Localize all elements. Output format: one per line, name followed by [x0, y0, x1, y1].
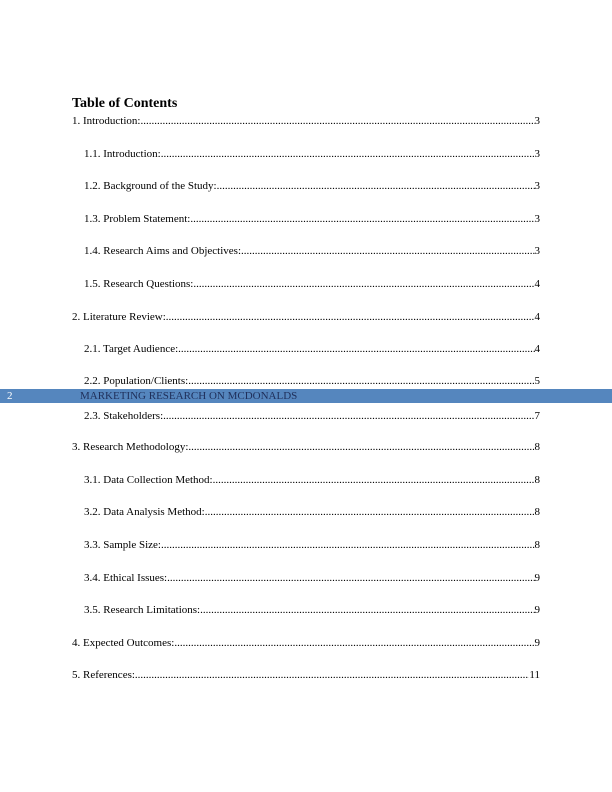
toc-entry-data-collection[interactable]	[84, 473, 540, 487]
toc-entry-label: 5. References:	[72, 669, 135, 681]
toc-entry-page: 3	[534, 115, 540, 127]
toc-entry-label: 1.1. Introduction:	[84, 148, 161, 160]
toc-entry-page: 3	[534, 148, 540, 160]
toc-entry-page: 3	[534, 213, 540, 225]
toc-dot-leader	[166, 310, 535, 324]
toc-entry-target-audience[interactable]	[84, 342, 540, 356]
toc-entry-references[interactable]	[72, 668, 540, 682]
toc-entry-label: 2.3. Stakeholders:	[84, 410, 164, 422]
toc-entry-data-analysis[interactable]	[84, 505, 540, 519]
toc-title: Table of Contents	[72, 96, 178, 111]
toc-dot-leader	[178, 342, 534, 356]
toc-dot-leader	[200, 603, 534, 617]
toc-entry-sample-size[interactable]	[84, 538, 540, 552]
toc-entry-label: 3.5. Research Limitations:	[84, 604, 201, 616]
toc-entry-label: 1.3. Problem Statement:	[84, 213, 191, 225]
toc-entry-label: 3.4. Ethical Issues:	[84, 572, 168, 584]
toc-dot-leader	[205, 505, 535, 519]
toc-entry-introduction[interactable]	[72, 114, 540, 128]
running-header-title: MARKETING RESEARCH ON MCDONALDS	[80, 390, 298, 402]
toc-entry-research-limitations[interactable]	[84, 603, 540, 617]
toc-entry-label: 2. Literature Review:	[72, 311, 166, 323]
toc-entry-expected-outcomes[interactable]	[72, 636, 540, 650]
toc-entry-label: 2.2. Population/Clients:	[84, 375, 189, 387]
toc-entry-page: 8	[534, 441, 540, 453]
toc-entry-page: 5	[534, 375, 540, 387]
toc-entry-research-questions[interactable]	[84, 277, 540, 291]
toc-entry-page: 9	[534, 572, 540, 584]
toc-entry-label: 1.2. Background of the Study:	[84, 180, 217, 192]
toc-entry-label: 1. Introduction:	[72, 115, 141, 127]
toc-entry-page: 9	[534, 637, 540, 649]
toc-entry-page: 8	[534, 539, 540, 551]
toc-dot-leader	[193, 277, 534, 291]
toc-entry-page: 3	[534, 180, 540, 192]
page-header-band	[0, 389, 612, 403]
toc-entry-page: 3	[534, 245, 540, 257]
toc-entry-label: 4. Expected Outcomes:	[72, 637, 175, 649]
toc-entry-label: 1.5. Research Questions:	[84, 278, 194, 290]
toc-entry-research-methodology[interactable]	[72, 440, 540, 454]
toc-dot-leader	[135, 668, 529, 682]
toc-dot-leader	[163, 409, 534, 423]
toc-dot-leader	[190, 212, 534, 226]
toc-entry-stakeholders[interactable]	[84, 409, 540, 423]
toc-entry-page: 8	[534, 506, 540, 518]
toc-dot-leader	[217, 179, 535, 193]
toc-entry-label: 3.2. Data Analysis Method:	[84, 506, 205, 518]
toc-entry-page: 9	[534, 604, 540, 616]
toc-dot-leader	[174, 636, 534, 650]
toc-entry-page: 7	[534, 410, 540, 422]
toc-dot-leader	[188, 374, 534, 388]
toc-entry-page: 4	[534, 343, 540, 355]
toc-dot-leader	[213, 473, 535, 487]
toc-dot-leader	[188, 440, 534, 454]
page-number: 2	[7, 390, 13, 402]
toc-entry-background[interactable]	[84, 179, 540, 193]
toc-dot-leader	[161, 147, 535, 161]
toc-entry-page: 4	[534, 278, 540, 290]
toc-entry-label: 3.1. Data Collection Method:	[84, 474, 213, 486]
toc-entry-aims-objectives[interactable]	[84, 244, 540, 258]
toc-dot-leader	[161, 538, 535, 552]
toc-entry-page: 4	[534, 311, 540, 323]
toc-entry-problem-statement[interactable]	[84, 212, 540, 226]
toc-entry-label: 2.1. Target Audience:	[84, 343, 179, 355]
toc-entry-label: 3. Research Methodology:	[72, 441, 189, 453]
toc-entry-population-clients[interactable]	[84, 374, 540, 388]
toc-dot-leader	[241, 244, 534, 258]
toc-entry-ethical-issues[interactable]	[84, 571, 540, 585]
toc-entry-label: 3.3. Sample Size:	[84, 539, 161, 551]
toc-entry-literature-review[interactable]	[72, 310, 540, 324]
toc-dot-leader	[140, 114, 534, 128]
toc-entry-page: 11	[529, 669, 540, 681]
toc-entry-label: 1.4. Research Aims and Objectives:	[84, 245, 242, 257]
toc-entry-1-1-introduction[interactable]	[84, 147, 540, 161]
toc-entry-page: 8	[534, 474, 540, 486]
toc-dot-leader	[167, 571, 534, 585]
